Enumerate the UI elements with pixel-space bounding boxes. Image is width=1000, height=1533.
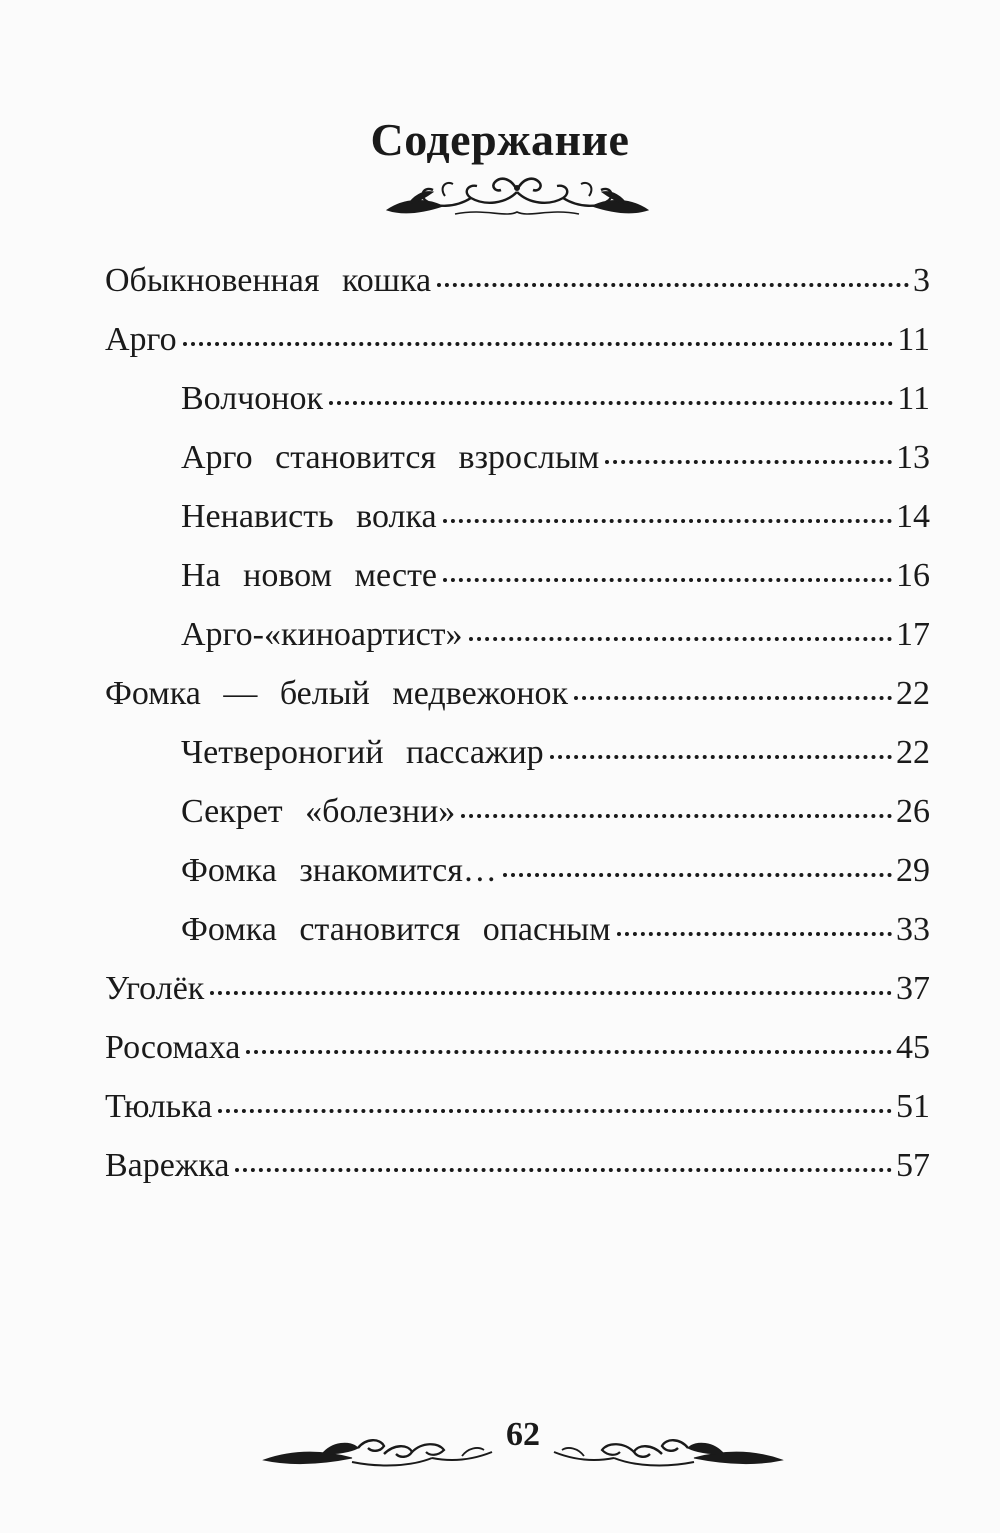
toc-entry-page: 22 <box>896 734 930 771</box>
toc-subentry[interactable] <box>105 793 930 852</box>
toc-entry[interactable] <box>105 1088 930 1147</box>
toc-entry-title: Арго <box>105 321 177 358</box>
dot-leader <box>183 342 894 346</box>
toc-entry-page: 11 <box>897 321 930 358</box>
dot-leader <box>443 578 892 582</box>
toc-entry-page: 29 <box>896 852 930 889</box>
toc-entry-page: 45 <box>896 1029 930 1066</box>
toc-entry-page: 51 <box>896 1088 930 1125</box>
toc-entry-page: 11 <box>897 380 930 417</box>
toc-entry-title: Фомка знакомится… <box>181 852 497 889</box>
toc-entry-page: 22 <box>896 675 930 712</box>
dot-leader <box>437 283 909 287</box>
toc-entry-title: Обыкновенная кошка <box>105 262 432 299</box>
toc-subentry[interactable] <box>105 557 930 616</box>
dot-leader <box>461 814 892 818</box>
dot-leader <box>605 460 892 464</box>
toc-subentry[interactable] <box>105 439 930 498</box>
toc-subentry[interactable] <box>105 734 930 793</box>
toc-entry-page: 3 <box>913 262 930 299</box>
toc-entry[interactable] <box>105 675 930 734</box>
flourish-ornament-icon <box>552 1432 784 1472</box>
dot-leader <box>503 873 892 877</box>
toc-entry[interactable] <box>105 1147 930 1206</box>
toc-subentry[interactable] <box>105 616 930 675</box>
dot-leader <box>218 1109 892 1113</box>
flourish-ornament-icon <box>262 1432 494 1472</box>
toc-subentry[interactable] <box>105 852 930 911</box>
toc-entry[interactable] <box>105 970 930 1029</box>
dot-leader <box>235 1168 892 1172</box>
toc-entry-title: Волчонок <box>181 380 324 417</box>
toc-entry-title: Фомка — белый медвежонок <box>105 675 569 712</box>
toc-entry[interactable] <box>105 321 930 380</box>
toc-entry-page: 13 <box>896 439 930 476</box>
toc-subentry[interactable] <box>105 498 930 557</box>
toc-entry-page: 16 <box>896 557 930 594</box>
toc-entry-title: Четвероногий пассажир <box>181 734 544 771</box>
toc-entry[interactable] <box>105 262 930 321</box>
table-of-contents <box>105 262 930 1206</box>
dot-leader <box>210 991 892 995</box>
toc-entry-title: На новом месте <box>181 557 438 594</box>
toc-subentry[interactable] <box>105 380 930 439</box>
dot-leader <box>574 696 892 700</box>
dot-leader <box>617 932 892 936</box>
toc-entry-page: 33 <box>896 911 930 948</box>
toc-subentry[interactable] <box>105 911 930 970</box>
toc-entry-title: Арго-«киноартист» <box>181 616 463 653</box>
dot-leader <box>550 755 892 759</box>
toc-entry-title: Секрет «болезни» <box>181 793 456 830</box>
toc-entry-page: 26 <box>896 793 930 830</box>
toc-entry-title: Ненависть волка <box>181 498 437 535</box>
flourish-ornament-icon <box>385 168 650 222</box>
dot-leader <box>246 1050 892 1054</box>
dot-leader <box>443 519 892 523</box>
toc-entry-page: 17 <box>896 616 930 653</box>
toc-entry-page: 57 <box>896 1147 930 1184</box>
page-footer <box>0 1406 1000 1476</box>
toc-entry[interactable] <box>105 1029 930 1088</box>
dot-leader <box>469 637 892 641</box>
toc-entry-page: 37 <box>896 970 930 1007</box>
toc-entry-title: Росомаха <box>105 1029 241 1066</box>
page-number: 62 <box>506 1416 540 1453</box>
toc-entry-title: Варежка <box>105 1147 230 1184</box>
toc-entry-title: Тюлька <box>105 1088 213 1125</box>
page-title: Содержание <box>370 113 630 165</box>
toc-entry-title: Арго становится взрослым <box>181 439 600 476</box>
toc-entry-title: Уголёк <box>105 970 205 1007</box>
dot-leader <box>329 401 893 405</box>
toc-entry-page: 14 <box>896 498 930 535</box>
toc-entry-title: Фомка становится опасным <box>181 911 611 948</box>
